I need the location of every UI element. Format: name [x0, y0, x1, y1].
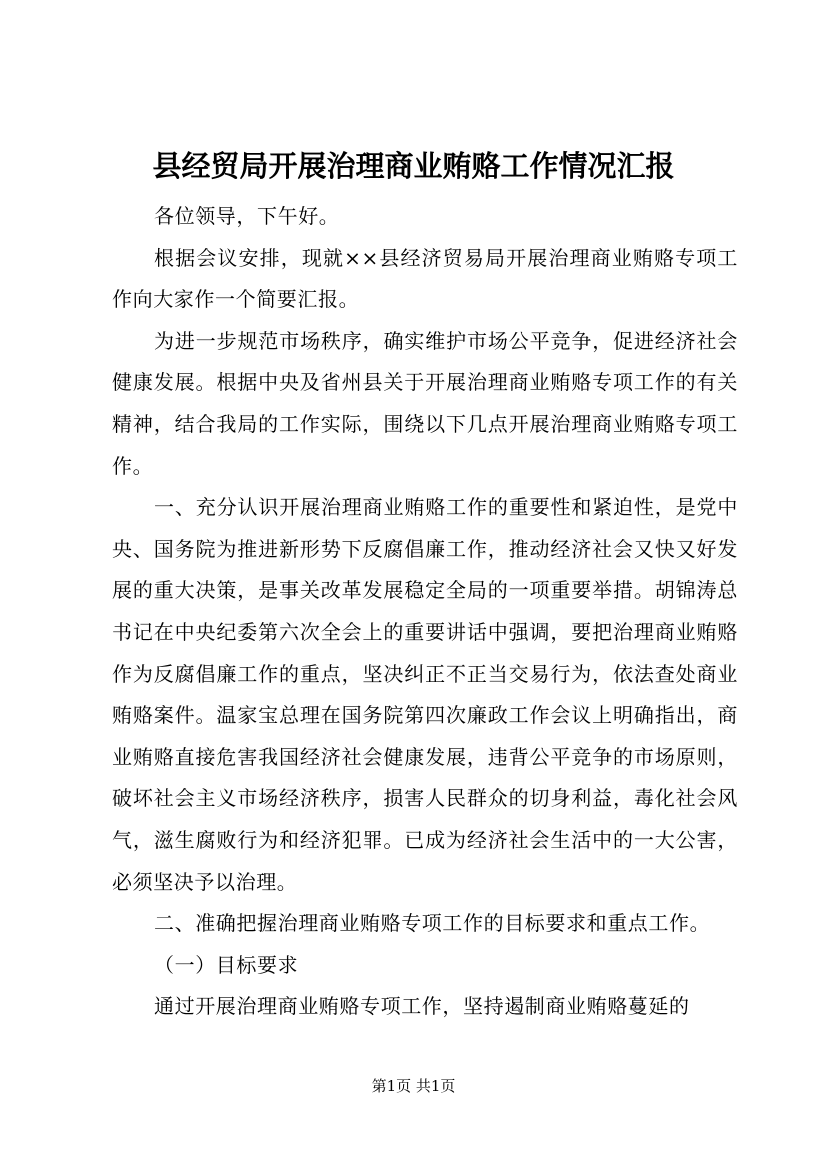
page-footer: 第1页 共1页	[371, 1077, 456, 1095]
paragraph-introduction: 根据会议安排，现就××县经济贸易局开展治理商业贿赂专项工作向大家作一个简要汇报。	[112, 245, 738, 312]
paragraph-section-two-body: 通过开展治理商业贿赂专项工作，坚持遏制商业贿赂蔓延的	[154, 994, 690, 1019]
document-body	[112, 196, 738, 1028]
paragraph-subsection-heading: （一）目标要求	[154, 952, 299, 977]
paragraph-purpose: 为进一步规范市场秩序，确实维护市场公平竞争，促进经济社会健康发展。根据中央及省州县关于开展治理商业贿赂专项工作的有关精神，结合我局的工作实际，围绕以下几点开展治理商业贿赂专项工作。	[112, 328, 738, 478]
paragraph-greeting: 各位领导，下午好。	[154, 204, 340, 228]
paragraph-section-two-heading: 二、准确把握治理商业贿赂专项工作的目标要求和重点工作。	[154, 911, 711, 936]
document-title: 县经贸局开展治理商业贿赂工作情况汇报	[152, 149, 675, 183]
paragraph-section-one: 一、充分认识开展治理商业贿赂工作的重要性和紧迫性，是党中央、国务院为推进新形势下反腐倡廉工作，推动经济社会又快又好发展的重大决策，是事关改革发展稳定全局的一项重要举措。胡锦涛总书记在中央纪委第六次全会上的重要讲话中强调，要把治理商业贿赂作为反腐倡廉工作的重点，坚决纠正不正当交易行为，依法查处商业贿赂案件。温家宝总理在国务院第四次廉政工作会议上明确指出，商业贿赂直接危害我国经济社会健康发展，违背公平竞争的市场原则，破坏社会主义市场经济秩序，损害人民群众的切身利益，毒化社会风气，滋生腐败行为和经济犯罪。已成为经济社会生活中的一大公害，必须坚决予以治理。	[112, 495, 738, 894]
